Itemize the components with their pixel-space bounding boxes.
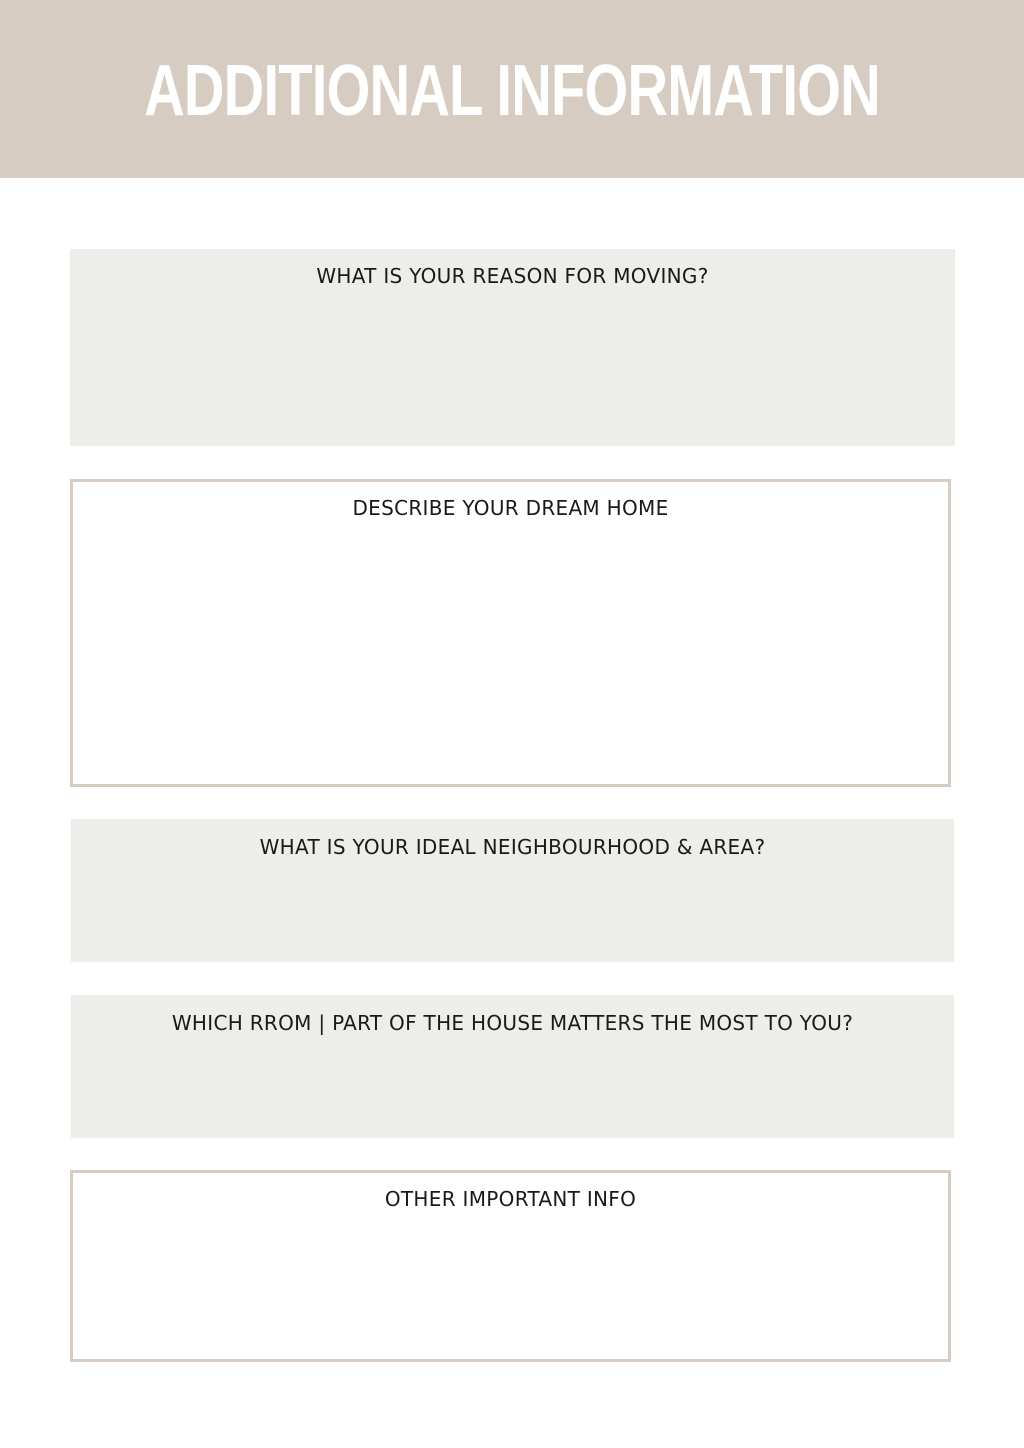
header-banner [0,0,1024,178]
important-room-field[interactable] [71,995,954,1138]
other-info-label: OTHER IMPORTANT INFO [384,1187,637,1211]
page-title: ADDITIONAL INFORMATION [144,51,880,131]
dream-home-field[interactable] [70,479,951,787]
reason-for-moving-label: WHAT IS YOUR REASON FOR MOVING? [316,264,709,288]
dream-home-label: DESCRIBE YOUR DREAM HOME [352,496,669,520]
reason-for-moving-field[interactable] [70,249,955,446]
ideal-neighbourhood-label: WHAT IS YOUR IDEAL NEIGHBOURHOOD & AREA? [259,835,766,859]
ideal-neighbourhood-field[interactable] [71,819,954,962]
important-room-label: WHICH RROM | PART OF THE HOUSE MATTERS THE MOST TO YOU? [171,1011,854,1035]
other-info-field[interactable] [70,1170,951,1362]
